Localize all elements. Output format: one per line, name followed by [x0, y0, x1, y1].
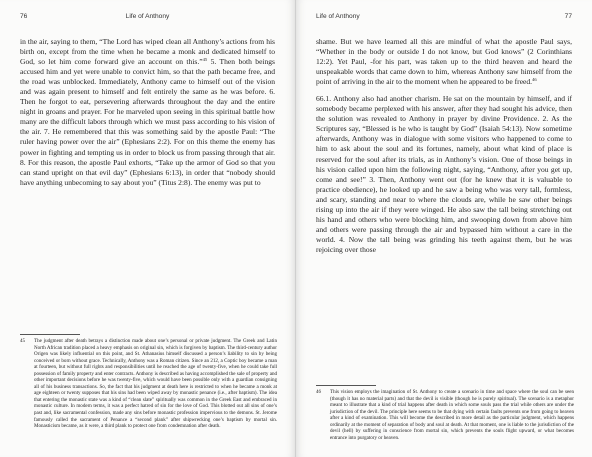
paragraph-text: 5. Then both beings accused him and yet were unable to convict him, so that the path became free, and the road was unblocked. Immediately, Anthony came to himself out of the vision and was again present to himself and felt entirely the same as he was before. 6. Then he forgot to eat, persevering afterwards throughout the day and the entire night in groans and prayer. For he marveled upon seeing in this spiritual battle how many are the difficult labors through which we must pass according to his vision of the air. 7. He remembered that this was something said by the apostle Paul: “The ruler having power over the air” (Ephesians 2:2). For on this theme the enemy has power in fighting and tempting us in order to block us from passing through that air. 8. For this reason, the apostle Paul exhorts, “Take up the armor of God so that you can stand upright on that evil day” (Ephesians 6:13), in order that “nobody should have anything unbecoming to say about you” (Titus 2:8). The enemy was put to: [20, 57, 275, 187]
footnote-number: 45: [20, 338, 26, 344]
right-footnote: [316, 389, 574, 441]
right-running-title: Life of Anthony: [316, 13, 360, 20]
footnote-rule: [20, 334, 80, 335]
left-running-title: Life of Anthony: [125, 13, 170, 20]
left-body-text: [20, 37, 275, 188]
right-paragraph: [316, 94, 572, 255]
left-paragraph: [20, 37, 275, 188]
footnote-rule: [316, 385, 376, 386]
footnote-text: The judgment after death betrays a distinction made about one’s personal or private judgment. The Greek and Latin North African tradition placed a heavy emphasis on original sin, which is forgiven by baptism. The third-century author Origen was likely influential on this point, and St. Athanasius himself discussed a person’s liability to sin by being conceived or born without grace. Technically, Anthony was a Roman citizen. Since an 212, a Coptic boy became a man at fourteen, but without full rights and responsibilities until he reached the age of twenty-five, when he could take full possession of family property and enter contracts. Anthony is described as having accomplished the sale of property and other important decisions before he was twenty-five, which would have been possible only with a guardian consigning all of his business transactions. So, the fact that his judgment at death here is restricted to when he became a monk at age eighteen or twenty supposes that his sins had been wiped away by monastic penance (i.e., after baptism). The idea that entering the monastic state was a kind of “clean slate” spiritually was common in the Greek East and embraced in monastic culture. In modern terms, it was a perfect hatred of sin for the love of God. This blotted out all sins of one’s past and, like sacramental confession, made any sins before monastic profession impervious to the demons. St. Jerome famously called the sacrament of Penance a “second plank” after shipwrecking one’s baptism by mortal sin. Monasticism became, as it were, a third plank to protect one from condemnation after death.: [34, 338, 277, 430]
left-page-number: 76: [20, 13, 28, 20]
paragraph-text: in the air, saying to them, “The Lord has wiped clean all Anthony’s actions from his birth on, except from the time when he became a monk and dedicated himself to God, so let him come forward give an account on this.”: [20, 37, 275, 67]
right-body-text: [316, 37, 572, 255]
right-page: [296, 0, 592, 457]
footnote-number: 46: [316, 389, 322, 395]
paragraph-text: 66.1. Anthony also had another charism. He sat on the mountain by himself, and if somebody became perplexed with his answer, after they had sought his advice, then the solution was revealed to Anthony in prayer by divine Providence. 2. As the Scriptures say, “Blessed is he who is taught by God” (Isaiah 54:13). Now sometime afterwards, Anthony was in dialogue with some visitors who happened to come to him to ask about the soul and its fortunes, namely, about what kind of place is reserved for the soul after its trials, as in Anthony’s vision. One of those beings in his vision called upon him the following night, saying, “Anthony, after you get up, come and see!” 3. Then, Anthony went out (for he knew that it is valuable to practice obedience), he looked up and he saw a being who was very tall, formless, and scary, standing and near to where the clouds are, while he saw other beings rising up into the air if they were winged. He also saw the tall being stretching out his hand and others who were blocking him, and swooping down from above him and others were passing through the air and bypassed him without a care in the world. 4. Now the tall being was grinding his teeth against them, but he was rejoicing over those: [316, 94, 572, 254]
paragraph-text: shame. But we have learned all this are mindful of what the apostle Paul says, “Whether in the body or outside I do not know, but God knows” (2 Corinthians 12:2). Yet Paul, -for his part, was taken up to the third heaven and heard the unspeakable words that came down to him, whereas Anthony saw himself from the point of arriving in the air to the moment when he appeared to be freed.: [316, 37, 572, 87]
footnote-text: This vision employs the imagination of St. Anthony to create a scenario in time and space where the soul can be seen (though it has no material parts) and that the devil is visible (though he is purely spiritual). The scenario is a metaphor meant to illustrate that a kind of trial happens after death in which some souls pass the trial while others are under the jurisdiction of the devil. The principle here seems to be that dying with certain faults prevents one from going to heaven after a kind of examination. This will become the described in more detail as the particular judgment, which happens ordinarily at the moment of separation of body and soul at death. At that moment, one is liable to the jurisdiction of the devil (hell) by suffering in conscience from mortal sin, which prevents the souls flight upward, or what becomes entrance into purgatory or heaven.: [330, 389, 574, 441]
left-footnote: [20, 338, 277, 430]
footnote-reference: 45: [202, 57, 208, 63]
right-paragraph: [316, 37, 572, 87]
right-page-number: 77: [564, 13, 572, 20]
footnote-reference: 46: [532, 77, 537, 83]
